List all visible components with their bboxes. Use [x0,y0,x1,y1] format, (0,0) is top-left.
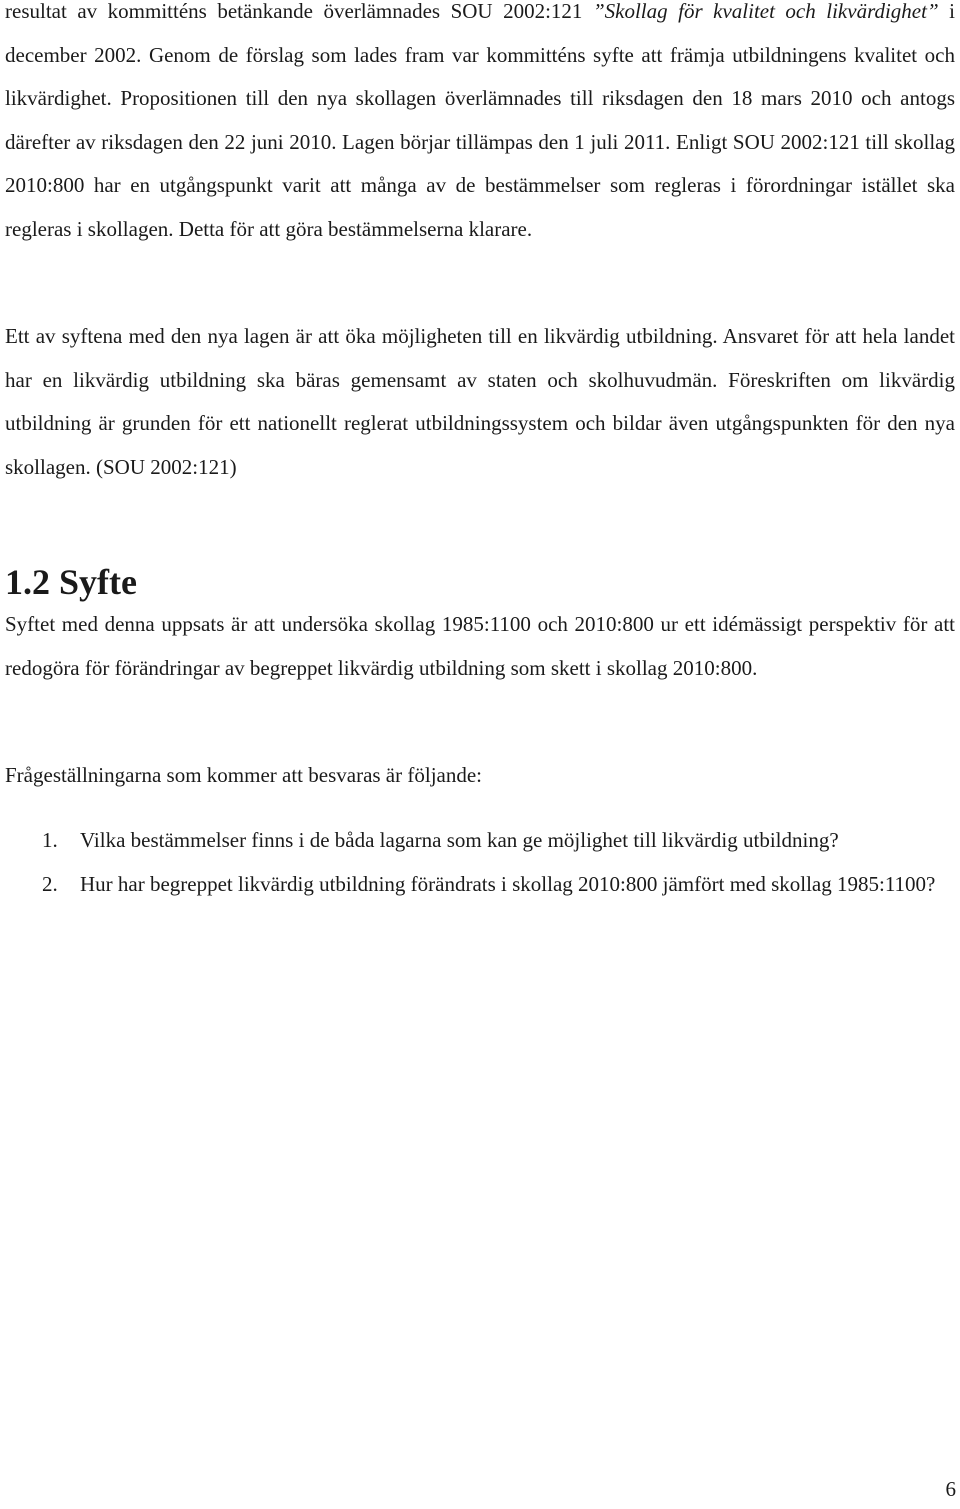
list-item [5,863,955,907]
paragraph-background-rest: i december 2002. Genom de förslag som lades fram var kommitténs syfte att främja utbildningens kvalitet och likvärdighet. Propositionen till den nya skollagen överlämnades till riksdagen den 18 mars 2010 och antogs därefter av riksdagen den 22 juni 2010. Lagen börjar tillämpas den 1 juli 2011. Enligt SOU 2002:121 till skollag 2010:800 har en utgångspunkt varit att många av de bestämmelser som regleras i förordningar istället ska regleras i skollagen. Detta för att göra bestämmelserna klarare. [5,0,955,241]
paragraph-purpose-of-law: Ett av syftena med den nya lagen är att öka möjligheten till en likvärdig utbildning. Ansvaret för att hela landet har en likvärdig utbildning ska bäras gemensamt av staten och skolhuvudmän. Föreskriften om likvärdig utbildning är grunden för ett nationellt reglerat utbildningssystem och bildar även utgångspunkten för den nya skollagen. (SOU 2002:121) [5,324,955,479]
paragraph-questions-intro: Frågeställningarna som kommer att besvaras är följande: [5,763,483,787]
list-item [5,819,955,863]
section-heading: 1.2 Syfte [5,562,137,602]
sou-title: ”Skollag för kvalitet och likvärdighet” [592,0,939,23]
list-item-number: 1. [42,828,58,852]
list-item-text: Vilka bestämmelser finns i de båda lagarna som kan ge möjlighet till likvärdig utbildning? [80,828,839,852]
paragraph-background [5,0,955,251]
list-item-text: Hur har begreppet likvärdig utbildning förändrats i skollag 2010:800 jämfört med skollag 1985:1100? [80,871,936,896]
paragraph-background-start: resultat av kommitténs betänkande överlämnades SOU 2002:121 [5,0,593,23]
page-number: 6 [945,1477,956,1501]
list-item-number: 2. [42,871,58,896]
paragraph-aim: Syftet med denna uppsats är att undersöka skollag 1985:1100 och 2010:800 ur ett idémässigt perspektiv för att redogöra för förändringar av begreppet likvärdig utbildning som skett i skollag 2010:800. [5,612,955,680]
research-questions-list [5,819,955,906]
